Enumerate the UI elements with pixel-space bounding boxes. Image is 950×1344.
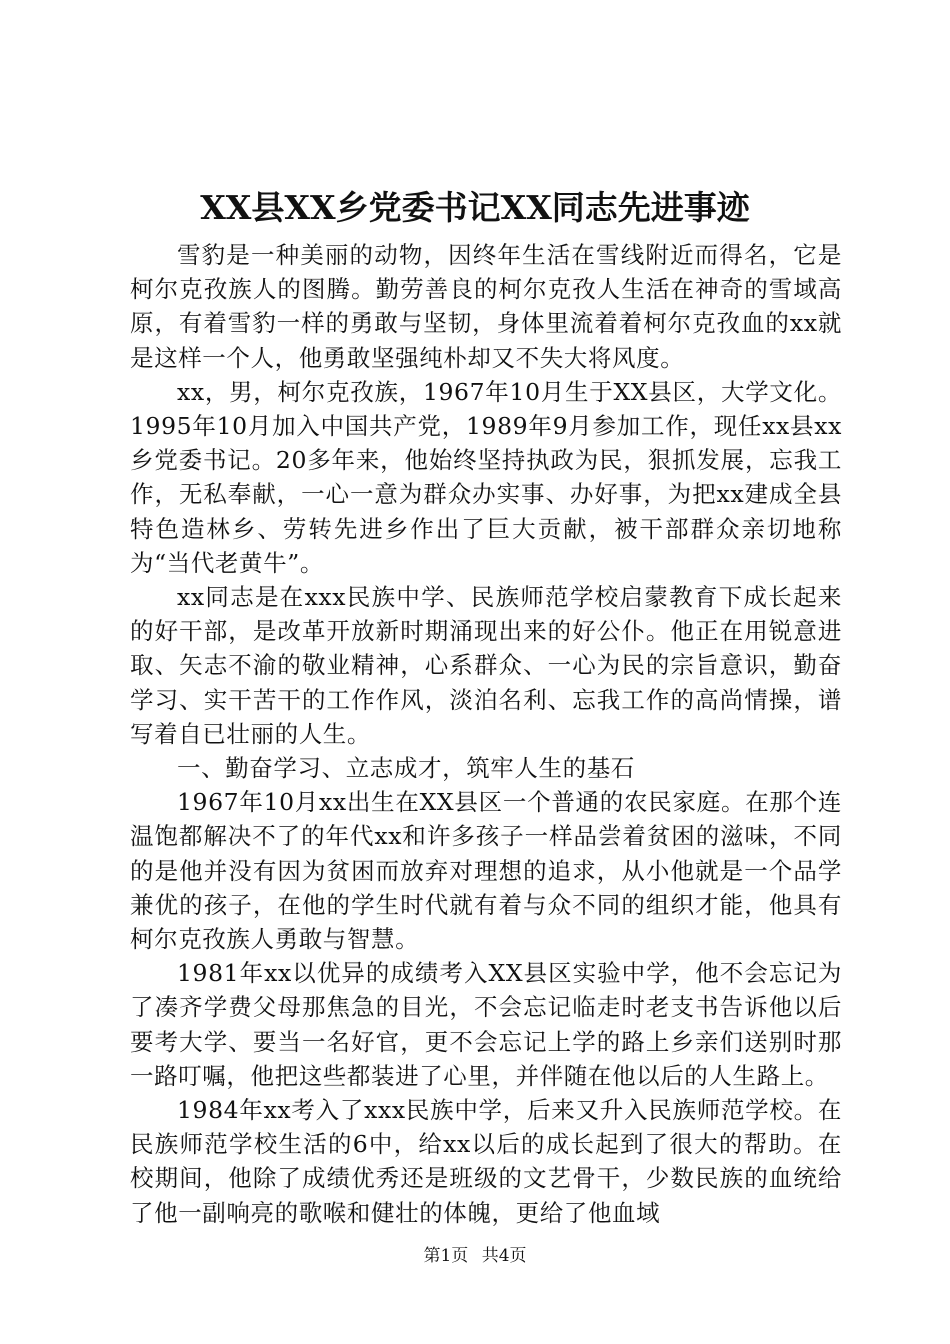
paragraph: xx同志是在xxx民族中学、民族师范学校启蒙教育下成长起来的好干部，是改革开放新时期涌现出来的好公仆。他正在用锐意进取、矢志不渝的敬业精神，心系群众、一心为民的宗旨意识，勤奋学习、实干苦干的工作作风，淡泊名利、忘我工作的高尚情操，谱写着自已壮丽的人生。 (130, 583, 842, 748)
document-title: XX县XX乡党委书记XX同志先进事迹 (200, 188, 750, 227)
paragraph: 1984年xx考入了xxx民族中学，后来又升入民族师范学校。在民族师范学校生活的6中，给xx以后的成长起到了很大的帮助。在校期间，他除了成绩优秀还是班级的文艺骨干，少数民族的血统给了他一副响亮的歌喉和健壮的体魄，更给了他血域 (130, 1096, 842, 1227)
page-total: 共4页 (481, 1246, 527, 1266)
paragraph: 1967年10月xx出生在XX县区一个普通的农民家庭。在那个连温饱都解决不了的年代xx和许多孩子一样品尝着贫困的滋味，不同的是他并没有因为贫困而放弃对理想的追求，从小他就是一个品学兼优的孩子，在他的学生时代就有着与众不同的组织才能，他具有柯尔克孜族人勇敢与智慧。 (130, 788, 842, 954)
paragraph: 1981年xx以优异的成绩考入XX县区实验中学，他不会忘记为了凑齐学费父母那焦急的目光，不会忘记临走时老支书告诉他以后要考大学、要当一名好官，更不会忘记上学的路上乡亲们送别时那一路叮嘱，他把这些都装进了心里，并伴随在他以后的人生路上。 (130, 959, 842, 1090)
document-body (130, 238, 842, 1230)
section-heading: 一、勤奋学习、立志成才，筑牢人生的基石 (177, 754, 635, 783)
page-footer (0, 1244, 950, 1268)
paragraph: 雪豹是一种美丽的动物，因终年生活在雪线附近而得名，它是柯尔克孜族人的图腾。勤劳善良的柯尔克孜人生活在神奇的雪域高原，有着雪豹一样的勇敢与坚韧，身体里流着着柯尔克孜血的xx就是这样一个人，他勇敢坚强纯朴却又不失大将风度。 (130, 241, 842, 372)
page-number: 第1页 (423, 1246, 469, 1266)
paragraph: xx，男，柯尔克孜族，1967年10月生于XX县区，大学文化。1995年10月加入中国共产党，1989年9月参加工作，现任xx县xx乡党委书记。20多年来，他始终坚持执政为民，狠抓发展，忘我工作，无私奉献，一心一意为群众办实事、办好事，为把xx建成全县特色造林乡、劳转先进乡作出了巨大贡献，被干部群众亲切地称为“当代老黄牛”。 (130, 377, 842, 577)
